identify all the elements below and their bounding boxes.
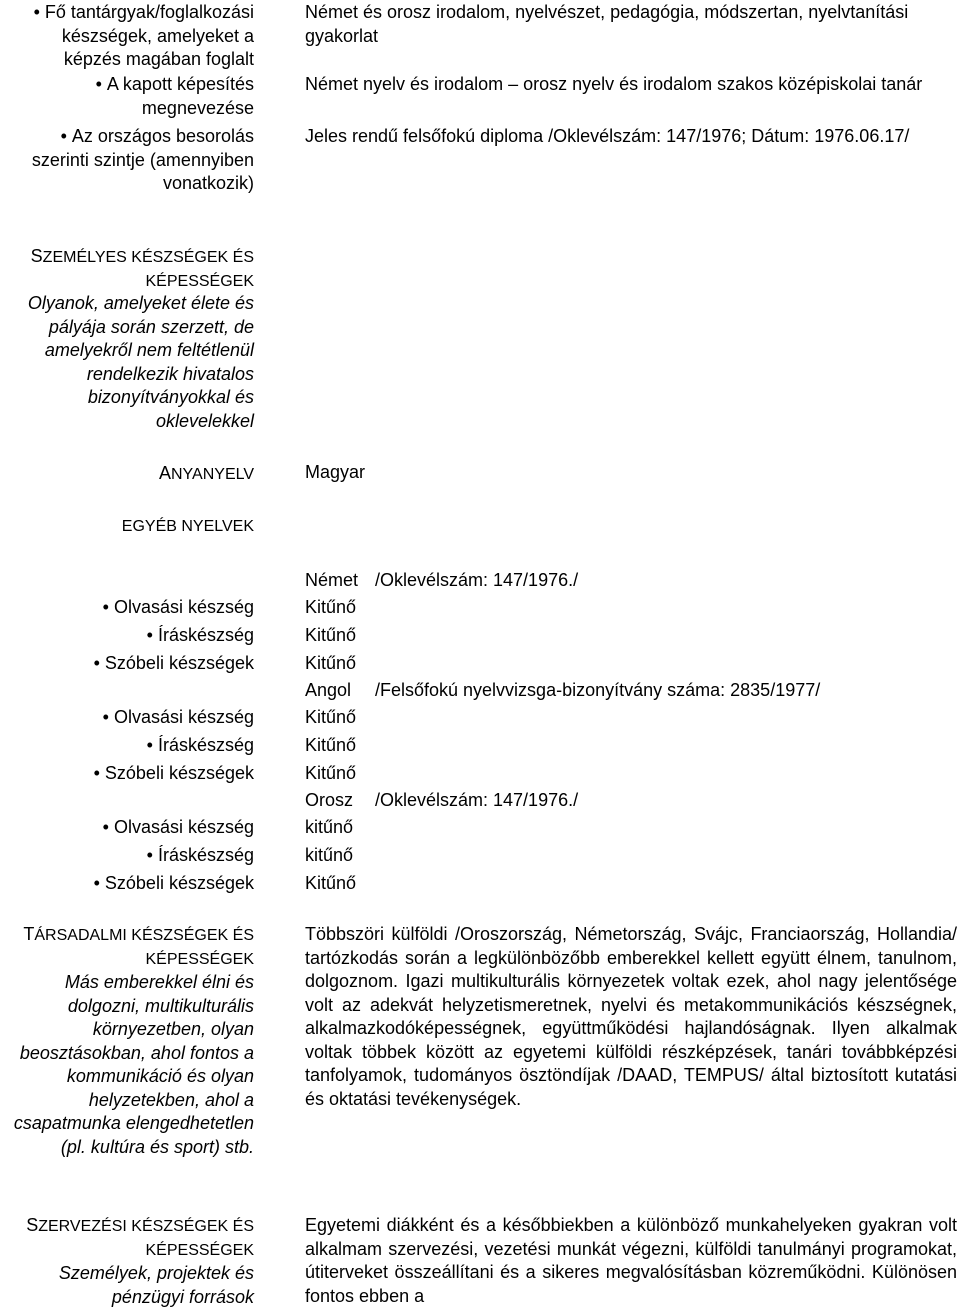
organisational-skills-heading: SZERVEZÉSI KÉSZSÉGEK ÉS KÉPESSÉGEK — [26, 1215, 254, 1259]
subjects-label: • Fő tantárgyak/foglalkozási készségek, amelyeket a képzés magában foglalt — [0, 1, 254, 72]
reading-label: • Olvasási készség — [0, 706, 254, 730]
mother-tongue-value: Magyar — [305, 462, 366, 482]
english-reading-value: Kitűnő — [305, 707, 357, 727]
language-header-english — [305, 679, 957, 703]
german-reading-value: Kitűnő — [305, 597, 357, 617]
language-cert: /Felsőfokú nyelvvizsga-bizonyítvány száma: 2835/1977/ — [375, 680, 821, 700]
language-cert: /Oklevélszám: 147/1976./ — [375, 790, 579, 810]
language-name: Angol — [305, 680, 352, 700]
russian-speaking-value: Kitűnő — [305, 873, 357, 893]
level-label: • Az országos besorolás szerinti szintje (amennyiben vonatkozik) — [0, 125, 254, 196]
mother-tongue-label: ANYANYELV — [158, 463, 254, 483]
german-writing-value: Kitűnő — [305, 625, 357, 645]
subjects-value: Német és orosz irodalom, nyelvészet, pedagógia, módszertan, nyelvtanítási gyakorlat — [305, 2, 909, 46]
russian-writing-value: kitűnő — [305, 845, 354, 865]
social-skills-value: Többszöri külföldi /Oroszország, Németország, Svájc, Franciaország, Hollandia/ tartózkodás során a legkülönbözőbb emberekkel kellett együtt élnem, tanulnom, dolgoznom. Igazi multikulturális környezetek voltak ezek, ahol nagy jelentősége volt az adekvát helyzetismeretnek, nyelvi és metakommunikációs készségnek, alkalmazkodóképességnek, együttműködési hajlandóságnak. Ilyen alkalmak voltak többek között az egyetemi külföldi részképzések, tanári továbbképzési tanfolyamok, tudományos ösztöndíjak /DAAD, TEMPUS/ által biztosított kutatási és oktatási tevékenységek. — [305, 924, 957, 1109]
reading-label: • Olvasási készség — [0, 596, 254, 620]
organisational-skills-description: Személyek, projektek és pénzügyi források — [58, 1263, 254, 1307]
other-languages-label: EGYÉB NYELVEK — [121, 518, 254, 535]
writing-label: • Íráskészség — [0, 624, 254, 648]
writing-label: • Íráskészség — [0, 844, 254, 868]
russian-reading-value: kitűnő — [305, 817, 354, 837]
organisational-skills-value: Egyetemi diákként és a későbbiekben a különböző munkahelyeken gyakran volt alkalmam szervezési, vezetési munkát végezni, külföldi tanulmányi programokat, útiterveket összeállítani és a sikeres megvalósításban közreműködni. Különösen fontos ebben a — [305, 1215, 957, 1306]
language-header-german — [305, 569, 957, 593]
writing-label: • Íráskészség — [0, 734, 254, 758]
qualification-label: • A kapott képesítés megnevezése — [0, 73, 254, 120]
social-skills-description: Más emberekkel élni és dolgozni, multikulturális környezetben, olyan beosztásokban, ahol fontos a kommunikáció és olyan helyzetekben, ahol a csapatmunka elengedhetetlen (pl. kultúra és sport) stb. — [13, 972, 254, 1157]
english-writing-value: Kitűnő — [305, 735, 357, 755]
qualification-value: Német nyelv és irodalom – orosz nyelv és irodalom szakos középiskolai tanár — [305, 74, 923, 94]
reading-label: • Olvasási készség — [0, 816, 254, 840]
language-name: Német — [305, 570, 359, 590]
german-speaking-value: Kitűnő — [305, 653, 357, 673]
social-skills-heading: TÁRSADALMI KÉSZSÉGEK ÉS KÉPESSÉGEK — [23, 924, 254, 968]
speaking-label: • Szóbeli készségek — [0, 872, 254, 896]
language-header-russian — [305, 789, 957, 813]
level-value: Jeles rendű felsőfokú diploma /Oklevélszám: 147/1976; Dátum: 1976.06.17/ — [305, 126, 910, 146]
speaking-label: • Szóbeli készségek — [0, 652, 254, 676]
speaking-label: • Szóbeli készségek — [0, 762, 254, 786]
personal-skills-description: Olyanok, amelyeket élete és pályája során szerzett, de amelyekről nem feltétlenül rendelkezik hivatalos bizonyítványokkal és oklevelekkel — [27, 293, 254, 431]
language-name: Orosz — [305, 790, 354, 810]
personal-skills-heading: SZEMÉLYES KÉSZSÉGEK ÉS KÉPESSÉGEK — [30, 246, 254, 290]
language-cert: /Oklevélszám: 147/1976./ — [375, 570, 579, 590]
english-speaking-value: Kitűnő — [305, 763, 357, 783]
